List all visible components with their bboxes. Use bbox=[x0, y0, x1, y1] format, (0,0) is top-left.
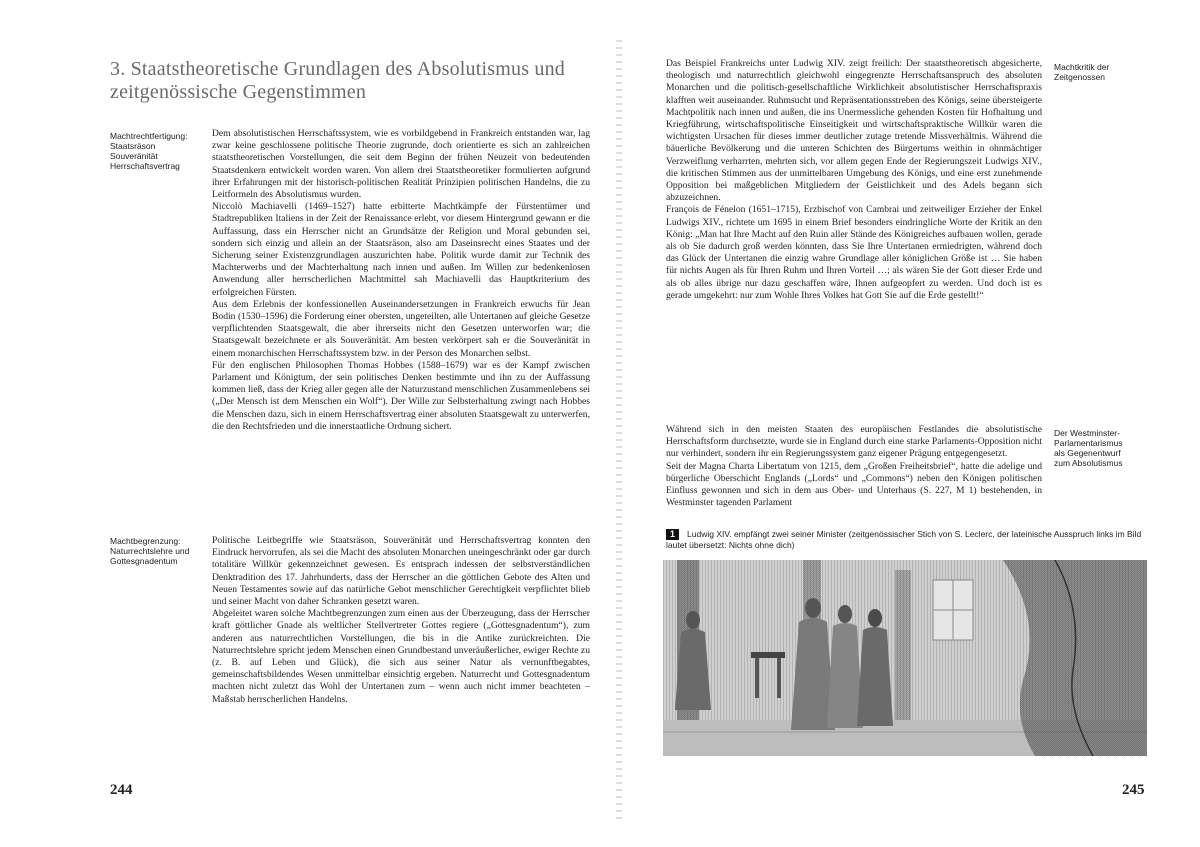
figure-number-badge: 1 bbox=[666, 529, 679, 540]
figure-caption-text: Ludwig XIV. empfängt zwei seiner Minister (zeitgenössischer Stich von S. Leclerc, der lateinische Ausspruch links im Bild lautet übersetzt: Nichts ohne dich) bbox=[666, 529, 1142, 550]
margin-note-westminster: Der Westminster-Parlamentarismus als Gegenentwurf zum Absolutismus bbox=[1054, 428, 1123, 468]
paragraph: Aus dem Erlebnis der konfessionellen Auseinandersetzungen in Frankreich erwuchs für Jean Bodin (1530–1596) die Forderung einer obersten, ungeteilten, alle Untertanen auf gleiche Gesetze verpflichtenden Staatsgewalt, die aber ihrerseits nicht den Gesetzen unterworfen war; die Staatsgewalt bezeichnete er als Souveränität. Am besten verkörpert sah er die Souveränität in einem monarchischen Herrschaftssystem bzw. in der Person des Monarchen selbst. bbox=[212, 298, 590, 359]
paragraph: Das Beispiel Frankreichs unter Ludwig XIV. zeigt freilich: Der staatstheoretisch abgesicherte, theologisch und naturrechtlich gleichwohl eingegrenzte Herrschaftsanspruch des absoluten Monarchen und die politisch-gesellschaftliche Wirklichkeit absolutistischer Herrschaftspraxis klafften weit auseinander. Ruhmsucht und Repräsentationsstreben des Königs, seine übersteigerte Machtpolitik nach innen und außen, die ins Unermessliche gehenden Kosten für Hofhaltung und Kriegführung, wirtschaftspolitische Einseitigkeit und wirtschaftspraktische Willkür waren die wichtigsten Ursachen für dieses immer deutlicher zutage tretende Missverhältnis. Während die bäuerliche Bevölkerung und die unteren Schichten des Bürgertums weithin in ohnmächtiger Verzweiflung verharrten, mehrten sich, vor allem gegen Ende der Regierungszeit Ludwigs XIV., die kritischen Stimmen aus der unmittelbaren Umgebung des Königs, und eine erst zunehmende Opposition bei maßgeblichen Mitgliedern der Geistlichkeit und des Adels begann sich abzuzeichnen. bbox=[666, 58, 1042, 204]
margin-note-machtkritik: Machtkritik der Zeitgenossen bbox=[1054, 62, 1110, 82]
paragraph: François de Fénelon (1651–1715), Erzbischof von Cambrai und zeitweiliger Erzieher der Enkel Ludwigs XIV., richtete um 1695 in einem Brief besonders eindringliche Worte der Kritik an den König: „Man hat Ihre Macht auf den Ruin aller Stände des Königreiches aufbauen wollen, gerade als ob Sie dadurch groß werden könnten, dass Sie Ihre Untertanen ermiedrigten, während doch das Glück der Untertanen die einzig wahre Grundlage aller königlichen Größe ist … Sie haben für nichts Augen als für Ihren Ruhm und Ihren Vorteil …; als wären Sie der Gott dieser Erde und als ob alles übrige nur dazu geschaffen wäre, Ihnen aufgeopfert zu werden. Und doch ist es gerade umgekehrt: nur zum Wohle Ihres Volkes hat Gott Sie auf die Erde gestellt!“ bbox=[666, 204, 1042, 301]
right-body-section-2 bbox=[666, 424, 1042, 509]
engraving-illustration bbox=[663, 560, 1147, 756]
paragraph: Politische Leitbegriffe wie Staatsräson, Souveränität und Herrschaftsvertrag konnten den Eindruck hervorrufen, als sei die Macht des absoluten Monarchen uneingeschränkt oder gar durch totalitäre Willkür gekennzeichnet gewesen. Es entsprach indessen der selbstverständlichen Denktradition des 17. Jahrhunderts, dass der Herrscher an die göttlichen Gebote des Alten und Neuen Testamentes sowie auf das natürliche Gebot menschlicher Gerechtigkeit verpflichtet blieb und seiner Macht von daher Schranken gesetzt waren. bbox=[212, 535, 590, 608]
margin-note-machtbegrenzung: Machtbegrenzung: Naturrechtslehre und Gottesgnadentum bbox=[110, 536, 190, 566]
paragraph: Während sich in den meisten Staaten des europäischen Festlandes die absolutistische Herrschaftsform durchsetzte, wurde sie in England durch eine starke Parlaments-Opposition nicht nur verhindert, sondern ihr ein Regierungssystem ganz eigener Prägung entgegengesetzt. bbox=[666, 424, 1042, 460]
paragraph: Dem absolutistischen Herrschaftssystem, wie es vorbildgebend in Frankreich entstanden war, lag zwar keine geschlossene politische Theorie zugrunde, doch orientierte es sich an zahlreichen staatstheoretischen Vorstellungen, die seit dem Beginn der frühen Neuzeit von bedeutenden Staatsdenkern entwickelt worden waren. Von allem drei Staatstheoretiker formulierten aufgrund ihrer Erfahrungen mit der historisch-politischen Realität Prinzipien politischen Handelns, die zu Leitformeln des Absolutismus wurden. bbox=[212, 128, 590, 201]
paragraph: Seit der Magna Charta Libertatum von 1215, dem „Großen Freiheitsbrief“, hatte die adelige und bürgerliche Oberschicht Englands („Lords“ und „Commons“) neben den Königen politischen Einfluss gewonnen und sich in dem aus Ober- und Unterhaus (S. 227, M 1) bestehenden, in Westminster tagenden Parlament bbox=[666, 460, 1042, 509]
page-number-left: 244 bbox=[110, 782, 133, 798]
paragraph: Für den englischen Philosophen Thomas Hobbes (1588–1679) war es der Kampf zwischen Parlament und Königtum, der sein politisches Denken bestimmte und ihn zu der Auffassung kommen ließ, dass der Krieg aller gegen alle der Naturzustand menschlichen Zusammenlebens sei („Der Mensch ist dem Menschen ein Wolf“). Der Wille zur Selbsterhaltung zwingt nach Hobbes die Menschen dazu, sich in einem Herrschaftsvertrag einer absoluten Staatsgewalt zu unterwerfen, die den Rechtsfrieden und die innerstaatliche Ordnung sichert. bbox=[212, 359, 591, 432]
chapter-title: 3. Staatstheoretische Grundlagen des Absolutismus und zeitgenössische Gegenstimmen bbox=[110, 58, 565, 103]
left-body-section-2 bbox=[212, 535, 590, 706]
right-body-section-1 bbox=[666, 58, 1042, 302]
margin-note-machtrechtfertigung: Machtrechtfertigung: Staatsräson Souveränität Herrschaftsvertrag bbox=[110, 131, 188, 171]
paragraph: Niccolò Machiavelli (1469–1527) hatte erbitterte Machtkämpfe der Fürstentümer und Stadtrepubliken Italiens in der Zeit der Renaissance erlebt, vor diesem Hintergrund gewann er die Auffassung, dass ein Herrscher nicht an Grundsätze der Religion und Moral gebunden sei, sondern sich einzig und allein an der Staatsräson, also am Daseinsrecht eines Staates und der Sicherung seiner Existenzgrundlagen auszurichten habe. Politik wurde damit zur Technik des Machterwerbs und der Machterhaltung nach innen und außen. Im Willen zur bedenkenlosen Anwendung aller herrscherlichen Machtmittel sah Machiavelli das Hauptkriterium des erfolgreichen Fürsten. bbox=[212, 201, 590, 298]
paragraph: Abgeleitet waren solche Machtbegrenzungen zum einen aus der Überzeugung, dass der Herrscher kraft göttlicher Gnade als weltlicher Stellvertreter Gottes regiere („Gottesgnadentum“), zum anderen aus naturrechtlichen Vorstellungen, die bis in die Antike zurückreichten. Die Naturrechtslehre spricht jedem Menschen einen Grundbestand unveräußerlicher, ewiger Rechte zu (z. B. auf Leben und Glück), die sich aus seiner Natur als vernunftbegabtes, gemeinschaftsbildendes Wesen unmittelbar einsichtig ergeben. Naturrecht und Gottesgnadentum machten nicht zuletzt das Wohl der Untertanen zum – wenn auch nicht immer beachteten – Maßstab herrscherlichen Handelns. bbox=[212, 608, 590, 705]
left-body-section-1 bbox=[212, 128, 590, 433]
figure-caption bbox=[666, 529, 1146, 551]
page-number-right: 245 bbox=[1122, 782, 1145, 798]
book-gutter bbox=[616, 40, 622, 820]
engraving-image bbox=[663, 560, 1147, 756]
